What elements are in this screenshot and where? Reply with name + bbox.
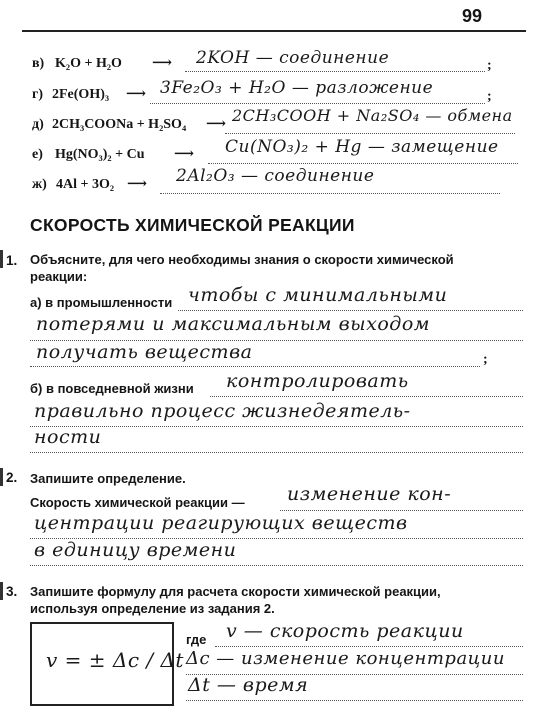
line-end: ; bbox=[483, 352, 488, 367]
reaction-lhs: K₂O + H₂O bbox=[55, 56, 122, 71]
reaction-end: ; bbox=[487, 89, 492, 104]
handwritten-answer: в единицу времени bbox=[34, 539, 237, 561]
reaction-label: ж) bbox=[32, 177, 47, 192]
reaction-lhs: 2CH₃COONa + H₂SO₄ bbox=[52, 117, 187, 132]
margin-mark bbox=[0, 250, 3, 268]
reaction-label: д) bbox=[32, 117, 44, 132]
arrow-icon: ⟶ bbox=[126, 87, 147, 102]
arrow-icon: ⟶ bbox=[206, 117, 227, 132]
question-number: 2. bbox=[6, 470, 18, 485]
handwritten-answer: контролировать bbox=[226, 370, 409, 392]
reaction-label: в) bbox=[32, 56, 45, 71]
handwritten-answer: 2Al₂O₃ — соединение bbox=[176, 166, 375, 186]
question-number: 1. bbox=[6, 253, 18, 268]
answer-line bbox=[150, 103, 485, 104]
where-label: где bbox=[186, 632, 207, 647]
answer-line bbox=[160, 193, 500, 194]
handwritten-answer: Cu(NO₃)₂ + Hg — замещение bbox=[225, 137, 499, 157]
answer-line bbox=[210, 396, 523, 397]
answer-line bbox=[215, 646, 523, 647]
question-text: Запишите формулу для расчета скорости химической реакции, используя определение из задания 2. bbox=[30, 584, 441, 616]
answer-line bbox=[208, 163, 518, 164]
answer-line bbox=[185, 71, 485, 72]
handwritten-answer: центрации реагирующих веществ bbox=[34, 512, 408, 534]
answer-line bbox=[30, 366, 480, 367]
handwritten-answer: 3Fe₂O₃ + H₂O — разложение bbox=[160, 78, 434, 98]
answer-line bbox=[30, 426, 523, 427]
definition-term: Скорость химической реакции — bbox=[30, 495, 245, 510]
arrow-icon: ⟶ bbox=[127, 177, 148, 192]
arrow-icon: ⟶ bbox=[152, 56, 173, 71]
handwritten-answer: Δc — изменение концентрации bbox=[186, 648, 505, 669]
handwritten-answer: чтобы с минимальными bbox=[188, 284, 448, 306]
reaction-lhs: 2Fe(OH)₃ bbox=[52, 87, 110, 102]
reaction-lhs: Hg(NO₃)₂ + Cu bbox=[55, 147, 145, 162]
handwritten-answer: правильно процесс жизнедеятель- bbox=[34, 400, 411, 422]
section-title: СКОРОСТЬ ХИМИЧЕСКОЙ РЕАКЦИИ bbox=[30, 215, 355, 235]
reaction-label: е) bbox=[32, 147, 43, 162]
formula: v = ± Δc / Δt bbox=[46, 648, 184, 672]
subquestion-label: б) в повседневной жизни bbox=[30, 381, 194, 396]
reaction-lhs: 4Al + 3O₂ bbox=[56, 177, 115, 192]
page-number: 99 bbox=[462, 6, 483, 26]
answer-line bbox=[30, 565, 523, 566]
handwritten-answer: 2CH₃COOH + Na₂SO₄ — обмена bbox=[232, 106, 513, 125]
question-text: Запишите определение. bbox=[30, 471, 186, 486]
handwritten-answer: потерями и максимальным выходом bbox=[36, 313, 431, 335]
answer-line bbox=[178, 310, 523, 311]
answer-line bbox=[280, 510, 523, 511]
margin-mark bbox=[0, 582, 3, 600]
handwritten-answer: ности bbox=[34, 426, 102, 448]
question-text: Объясните, для чего необходимы знания о скорости химической реакции: bbox=[30, 252, 454, 284]
page-header-rule bbox=[22, 30, 526, 32]
answer-line bbox=[225, 133, 515, 134]
handwritten-answer: Δt — время bbox=[188, 674, 309, 696]
handwritten-answer: получать вещества bbox=[36, 341, 253, 363]
reaction-label: г) bbox=[32, 87, 44, 102]
handwritten-answer: 2KOH — соединение bbox=[196, 48, 390, 68]
handwritten-answer: v — скорость реакции bbox=[226, 620, 464, 642]
reaction-end: ; bbox=[487, 58, 492, 73]
arrow-icon: ⟶ bbox=[174, 147, 195, 162]
answer-line bbox=[186, 700, 523, 701]
handwritten-answer: изменение кон- bbox=[287, 483, 452, 505]
question-number: 3. bbox=[6, 584, 18, 599]
margin-mark bbox=[0, 468, 3, 486]
answer-line bbox=[30, 452, 523, 453]
subquestion-label: а) в промышленности bbox=[30, 295, 173, 310]
